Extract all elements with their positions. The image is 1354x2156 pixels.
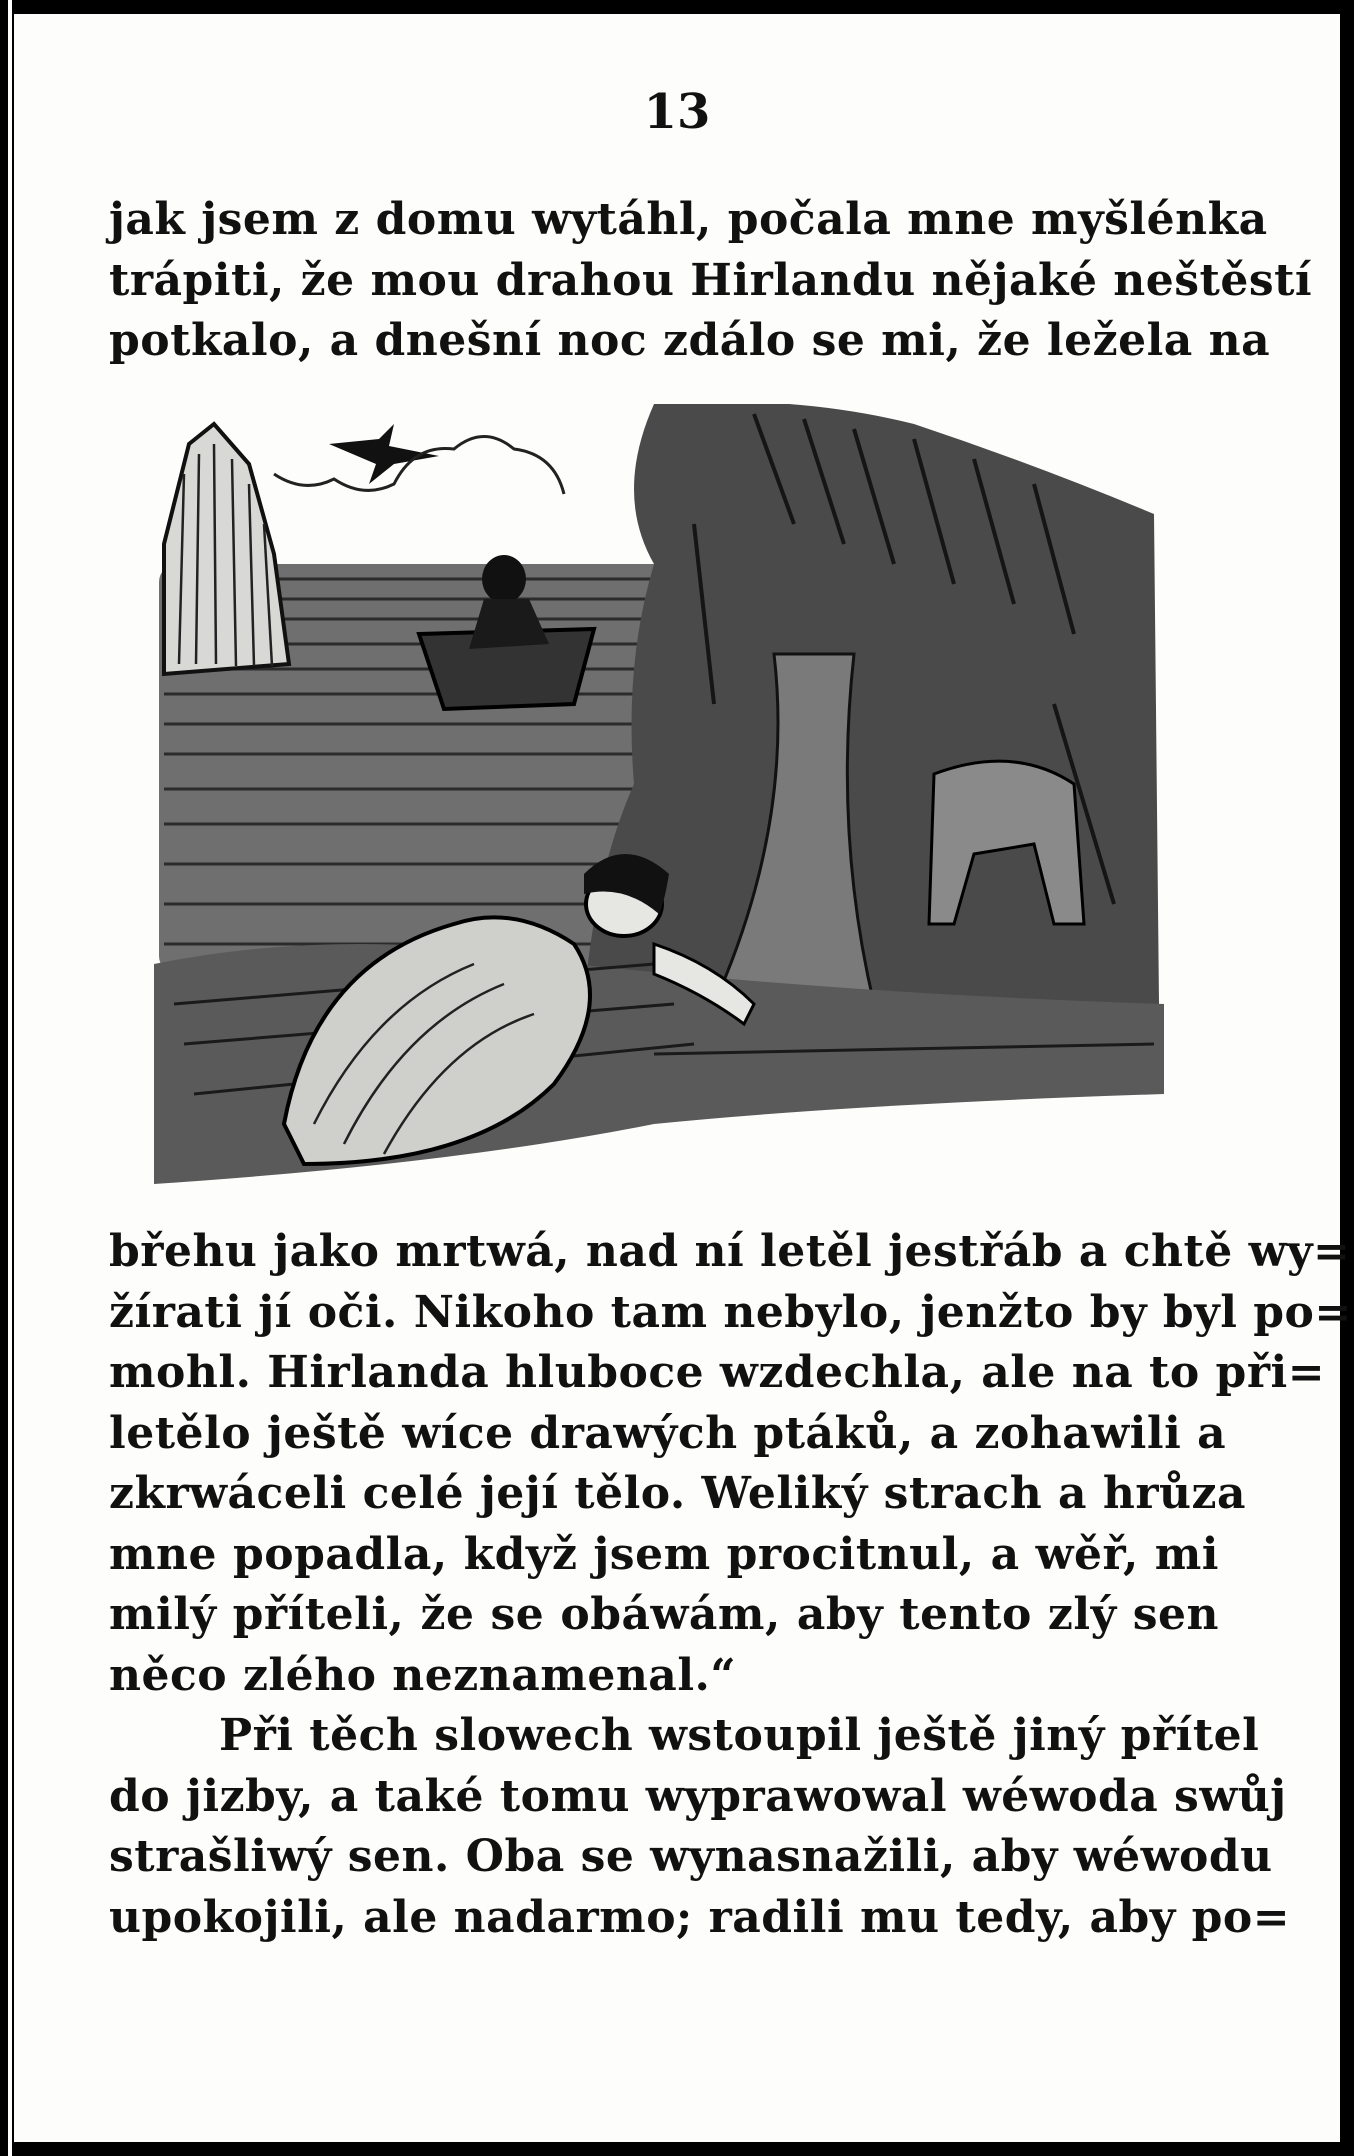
text-line: milý příteli, že se obáwám, aby tento zlý sen	[109, 1589, 1219, 1640]
text-line: trápiti, že mou drahou Hirlandu nějaké neštěstí	[109, 254, 1313, 306]
text-line: strašliwý sen. Oba se wynasnažili, aby wéwodu	[109, 1831, 1273, 1882]
woodcut-illustration	[154, 404, 1164, 1184]
text-line: žírati jí oči. Nikoho tam nebylo, jenžto by byl po=	[109, 1286, 1352, 1338]
text-line: zkrwáceli celé její tělo. Weliký strach a hrůza	[109, 1468, 1246, 1519]
text-block-bottom	[109, 1222, 1352, 1948]
text-line: Při těch slowech wstoupil ještě jiný přítel	[219, 1710, 1260, 1761]
book-page	[14, 14, 1352, 2142]
left-page-edge	[0, 0, 12, 2156]
text-line: mohl. Hirlanda hluboce wzdechla, ale na to při=	[109, 1347, 1326, 1398]
text-line: mne popadla, když jsem procitnul, a wěř, mi	[109, 1528, 1219, 1580]
page-number: 13	[643, 84, 711, 140]
text-line: něco zlého neznamenal.“	[109, 1649, 737, 1701]
tree	[584, 404, 1159, 1004]
text-line: potkalo, a dnešní noc zdálo se mi, že ležela na	[109, 315, 1271, 366]
text-line: upokojili, ale nadarmo; radili mu tedy, aby po=	[109, 1891, 1291, 1943]
text-line: letělo ještě wíce drawých ptáků, a zohawili a	[109, 1407, 1227, 1459]
text-line: břehu jako mrtwá, nad ní letěl jestřáb a chtě wy=	[109, 1226, 1351, 1277]
text-block-top	[109, 190, 1313, 372]
text-line: jak jsem z domu wytáhl, počala mne myšlénka	[109, 194, 1268, 245]
text-line: do jizby, a také tomu wyprawowal wéwoda swůj	[109, 1770, 1287, 1822]
